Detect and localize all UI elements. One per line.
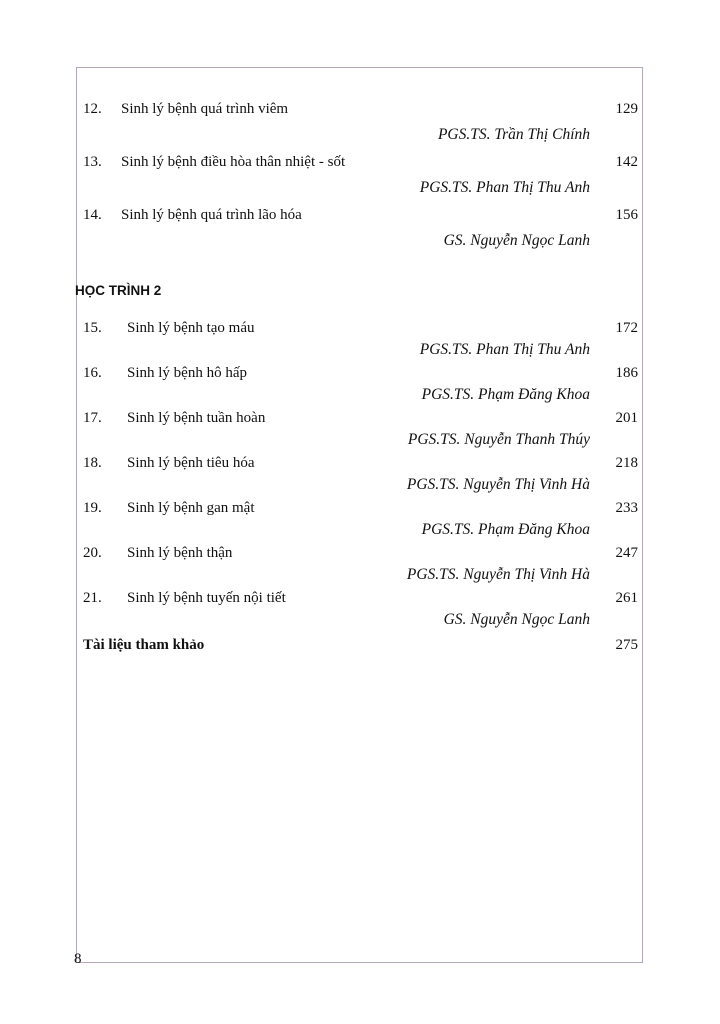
entry-title: Sinh lý bệnh tiêu hóa <box>127 455 255 471</box>
entry-author: PGS.TS. Phạm Đăng Khoa <box>421 521 590 538</box>
entry-number: 12. <box>83 101 102 117</box>
entry-number: 20. <box>83 545 102 561</box>
entry-author: PGS.TS. Nguyễn Thị Vinh Hà <box>406 566 590 583</box>
toc-entry-15[interactable] <box>76 317 638 339</box>
entry-author: PGS.TS. Phan Thị Thu Anh <box>419 179 590 196</box>
entry-title: Sinh lý bệnh điều hòa thân nhiệt - sốt <box>121 154 346 170</box>
toc-entry-18[interactable] <box>76 452 638 474</box>
entry-author: PGS.TS. Nguyễn Thanh Thúy <box>407 431 590 448</box>
entry-page: 261 <box>615 590 638 606</box>
entry-number: 16. <box>83 365 102 381</box>
entry-page: 172 <box>615 320 638 336</box>
entry-page: 218 <box>615 455 638 471</box>
entry-page: 275 <box>615 637 638 653</box>
toc-entry-21[interactable] <box>76 587 638 609</box>
toc-entry-16[interactable] <box>76 362 638 384</box>
entry-page: 186 <box>615 365 638 381</box>
entry-number: 18. <box>83 455 102 471</box>
entry-page: 233 <box>615 500 638 516</box>
entry-number: 14. <box>83 207 102 223</box>
entry-author: PGS.TS. Nguyễn Thị Vinh Hà <box>406 476 590 493</box>
toc-entry-20[interactable] <box>76 542 638 564</box>
entry-title: Sinh lý bệnh thận <box>127 545 233 561</box>
entry-number: 17. <box>83 410 102 426</box>
entry-title: Sinh lý bệnh quá trình viêm <box>121 101 289 117</box>
toc-entry-12[interactable] <box>76 98 638 120</box>
toc-entry-13[interactable] <box>76 151 638 173</box>
toc-entry-references[interactable] <box>76 634 638 656</box>
entry-title: Sinh lý bệnh quá trình lão hóa <box>121 207 302 223</box>
table-of-contents <box>76 0 638 1024</box>
toc-entry-14[interactable] <box>76 204 638 226</box>
entry-title: Sinh lý bệnh tạo máu <box>127 320 255 336</box>
entry-title: Sinh lý bệnh tuần hoàn <box>127 410 266 426</box>
toc-entry-17[interactable] <box>76 407 638 429</box>
entry-page: 247 <box>615 545 638 561</box>
page-number: 8 <box>74 951 82 967</box>
section-heading: HỌC TRÌNH 2 <box>75 283 162 298</box>
entry-author: GS. Nguyễn Ngọc Lanh <box>443 611 590 628</box>
entry-author: GS. Nguyễn Ngọc Lanh <box>443 232 590 249</box>
entry-title: Sinh lý bệnh tuyến nội tiết <box>127 590 286 606</box>
entry-title: Tài liệu tham khảo <box>83 637 205 653</box>
entry-page: 142 <box>615 154 638 170</box>
entry-number: 19. <box>83 500 102 516</box>
entry-page: 129 <box>615 101 638 117</box>
entry-title: Sinh lý bệnh gan mật <box>127 500 255 516</box>
entry-number: 13. <box>83 154 102 170</box>
entry-title: Sinh lý bệnh hô hấp <box>127 365 247 381</box>
entry-author: PGS.TS. Trần Thị Chính <box>437 126 590 143</box>
entry-page: 156 <box>615 207 638 223</box>
entry-number: 15. <box>83 320 102 336</box>
entry-author: PGS.TS. Phạm Đăng Khoa <box>421 386 590 403</box>
toc-entry-19[interactable] <box>76 497 638 519</box>
entry-number: 21. <box>83 590 102 606</box>
entry-page: 201 <box>615 410 638 426</box>
entry-author: PGS.TS. Phan Thị Thu Anh <box>419 341 590 358</box>
